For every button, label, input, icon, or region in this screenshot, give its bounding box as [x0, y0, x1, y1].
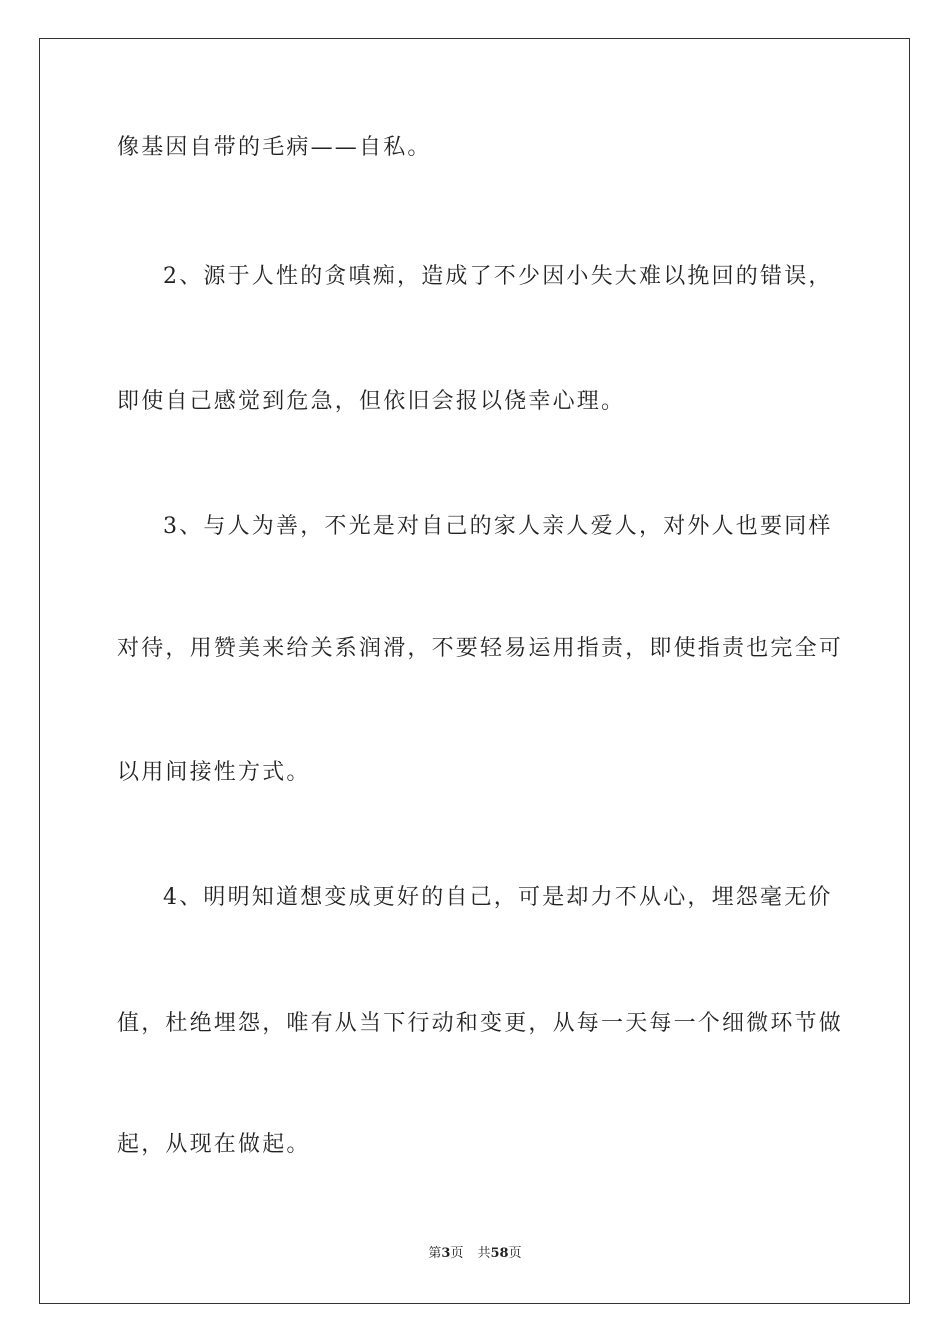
text-line-2: 2、源于人性的贪嗔痴，造成了不少因小失大难以挽回的错误， — [163, 264, 833, 289]
total-suffix: 页 — [508, 1246, 522, 1261]
text-line-7: 4、明明知道想变成更好的自己，可是却力不从心，埋怨毫无价 — [163, 885, 833, 910]
text-line-9: 起，从现在做起。 — [117, 1132, 311, 1157]
text-line-6: 以用间接性方式。 — [117, 760, 311, 785]
text-line-3: 即使自己感觉到危急，但依旧会报以侥幸心理。 — [117, 389, 626, 414]
text-line-8: 值，杜绝埋怨，唯有从当下行动和变更，从每一天每一个细微环节做 — [117, 1011, 844, 1036]
page-number: 3 — [441, 1246, 451, 1261]
page-suffix: 页 — [450, 1246, 464, 1261]
page-prefix: 第 — [428, 1246, 442, 1261]
total-pages: 58 — [490, 1246, 509, 1261]
text-line-1: 像基因自带的毛病——自私。 — [117, 135, 432, 160]
page-footer — [0, 1245, 950, 1263]
text-line-4: 3、与人为善，不光是对自己的家人亲人爱人，对外人也要同样 — [163, 514, 833, 539]
page-frame — [39, 38, 910, 1304]
text-line-5: 对待，用赞美来给关系润滑，不要轻易运用指责，即使指责也完全可 — [117, 636, 844, 661]
total-prefix: 共 — [477, 1246, 491, 1261]
